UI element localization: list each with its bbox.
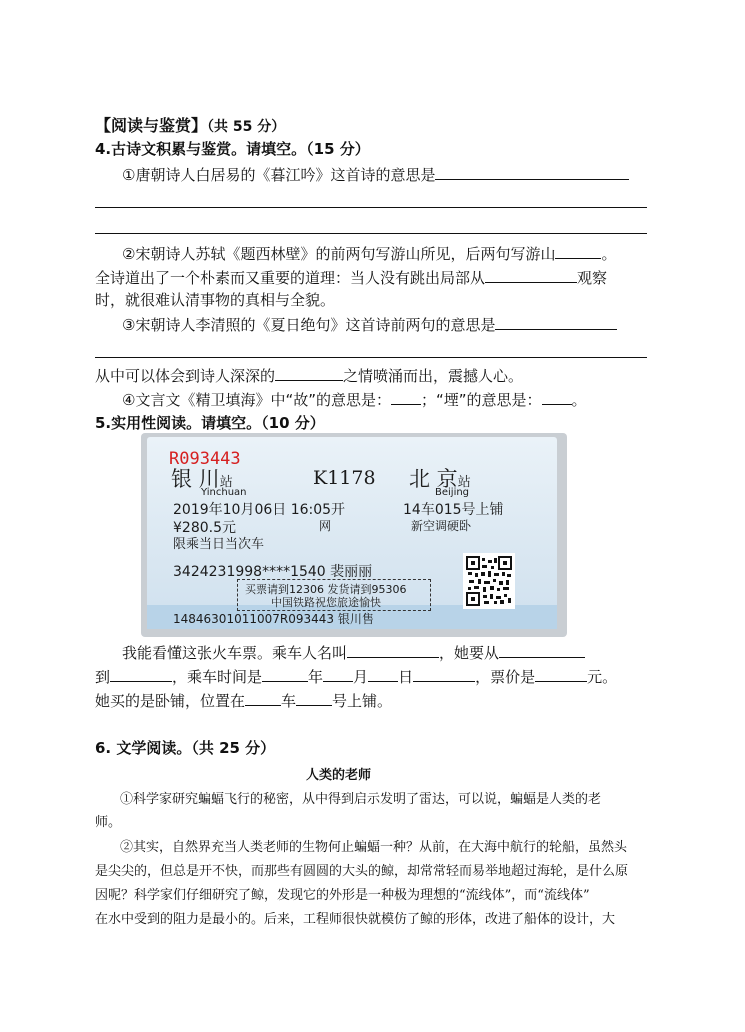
qr-code-icon (466, 556, 512, 606)
q5-line3-text2: 号上铺。 (332, 692, 393, 710)
q5-line1-text: 我能看懂这张火车票。乘车人名叫 (122, 644, 348, 662)
q5-line2-text3: ，票价是 (475, 668, 536, 686)
q5-line2 (95, 665, 617, 688)
q5-line2-text4: 元。 (587, 668, 618, 686)
to-station-blank[interactable] (110, 665, 172, 682)
answer-line[interactable] (95, 207, 647, 208)
q4-item4 (122, 388, 587, 411)
q4-item3-text: ③宋朝诗人李清照的《夏日绝句》这首诗前两句的意思是 (122, 316, 496, 334)
answer-line[interactable] (95, 233, 647, 234)
q4-item2 (122, 242, 616, 265)
q4-item3-text2: 从中可以体会到诗人深深的 (95, 367, 276, 385)
ticket-note: 限乘当日当次车 (173, 537, 265, 552)
section-title-score: （共 55 分） (207, 119, 286, 135)
q4-item4-text3: 。 (571, 391, 587, 409)
q4-item4-text2: ；“堙”的意思是： (421, 391, 542, 409)
section-title (95, 113, 285, 136)
q5-line2-text: 到 (95, 668, 111, 686)
car-number-blank[interactable] (245, 689, 281, 706)
article-p2-line2: 是尖尖的，但总是开不快，而那些有圆圆的大头的鲸，却常常轻而易举地超过海轮，是什么原 (95, 864, 629, 879)
article-p2-line3: 因呢？科学家们仔细研究了鲸，发现它的外形是一种极为理想的“流线体”，而“流线体” (95, 888, 590, 903)
day-blank[interactable] (368, 665, 398, 682)
article-p2-line4: 在水中受到的阻力是最小的。后来，工程师很快就模仿了鲸的形体，改进了船体的设计，大 (95, 912, 616, 927)
q4-item4-text: ④文言文《精卫填海》中“故”的意思是： (122, 391, 391, 409)
q4-title: 4.古诗文积累与鉴赏。请填空。（15 分） (95, 140, 370, 158)
ticket-price: ¥280.5元 (173, 520, 236, 536)
q4-item3-line2 (95, 364, 523, 387)
q4-item2-text: ②宋朝诗人苏轼《题西林壁》的前两句写游山所见，后两句写游山 (122, 245, 556, 263)
q5-car-label: 车 (281, 692, 297, 710)
ticket-to-suffix: 站 (457, 475, 471, 490)
answer-line[interactable] (95, 357, 647, 358)
time-blank[interactable] (413, 665, 475, 682)
q5-line3 (95, 689, 392, 712)
ticket-to-name: 北 京 (409, 467, 458, 491)
article-p1-line1: ①科学家研究蝙蝠飞行的秘密，从中得到启示发明了雷达，可以说，蝙蝠是人类的老 (120, 792, 602, 807)
q4-item2-text3: 观察 (577, 269, 608, 287)
q4-item2-blank2[interactable] (485, 266, 577, 283)
ticket-train-number: K1178 (313, 467, 376, 489)
q4-item4-blank1[interactable] (391, 388, 421, 405)
ticket-channel: 网 (319, 519, 332, 533)
q4-item1-text: ①唐朝诗人白居易的《暮江吟》这首诗的意思是 (122, 166, 436, 184)
q4-item3-blank2[interactable] (275, 364, 343, 381)
ticket-notice-1: 买票请到12306 发货请到95306 (245, 583, 407, 596)
article-p2-line1: ②其实，自然界充当人类老师的生物何止蝙蝠一种？从前，在大海中航行的轮船，虽然头 (120, 840, 628, 855)
ticket-bottom-code: 14846301011007R093443 银川售 (173, 612, 374, 626)
passenger-name-blank[interactable] (347, 641, 439, 658)
q4-item4-blank2[interactable] (542, 388, 572, 405)
price-blank[interactable] (535, 665, 587, 682)
q4-item1 (122, 163, 629, 186)
ticket-passenger-id: 3424231998****1540 裴丽丽 (173, 564, 373, 580)
from-station-blank[interactable] (499, 641, 585, 658)
q4-item3-blank[interactable] (495, 313, 617, 330)
q4-item2-line2 (95, 266, 607, 289)
seat-number-blank[interactable] (296, 689, 332, 706)
article-p1-line2: 师。 (95, 815, 122, 830)
ticket-notice-2: 中国铁路祝您旅途愉快 (271, 596, 381, 609)
article-title: 人类的老师 (306, 768, 372, 783)
ticket-from-en: Yinchuan (201, 487, 247, 498)
q4-item2-line3: 时，就很难认清事物的真相与全貌。 (95, 291, 336, 309)
ticket-seat: 14车015号上铺 (403, 502, 504, 518)
month-blank[interactable] (323, 665, 353, 682)
ticket-serial: R093443 (169, 449, 241, 469)
q4-item2-end: 。 (601, 245, 617, 263)
q4-item1-blank[interactable] (435, 163, 629, 180)
ticket-from-suffix: 站 (219, 475, 233, 490)
q4-item3-text3: 之情喷涌而出，震撼人心。 (343, 367, 524, 385)
q6-title: 6. 文学阅读。（共 25 分） (95, 739, 276, 757)
train-ticket-image (141, 433, 567, 637)
q5-line3-text: 她买的是卧铺，位置在 (95, 692, 246, 710)
q5-line2-text2: ，乘车时间是 (172, 668, 263, 686)
q5-year-label: 年 (308, 668, 324, 686)
ticket-from-name: 银 川 (171, 467, 220, 491)
q4-item2-blank[interactable] (555, 242, 601, 259)
q5-day-label: 日 (398, 668, 414, 686)
year-blank[interactable] (262, 665, 308, 682)
ticket-date: 2019年10月06日 16:05开 (173, 502, 346, 518)
q4-item2-text2: 全诗道出了一个朴素而又重要的道理：当人没有跳出局部从 (95, 269, 486, 287)
q5-month-label: 月 (353, 668, 369, 686)
q5-title: 5.实用性阅读。请填空。（10 分） (95, 414, 325, 432)
section-title-bracket: 【阅读与鉴赏】 (95, 116, 208, 135)
ticket-to-en: Beijing (435, 487, 470, 498)
ticket-class: 新空调硬卧 (411, 519, 472, 533)
q4-item3 (122, 313, 617, 336)
q5-line1 (122, 641, 585, 664)
q5-line1-text2: ，她要从 (439, 644, 500, 662)
